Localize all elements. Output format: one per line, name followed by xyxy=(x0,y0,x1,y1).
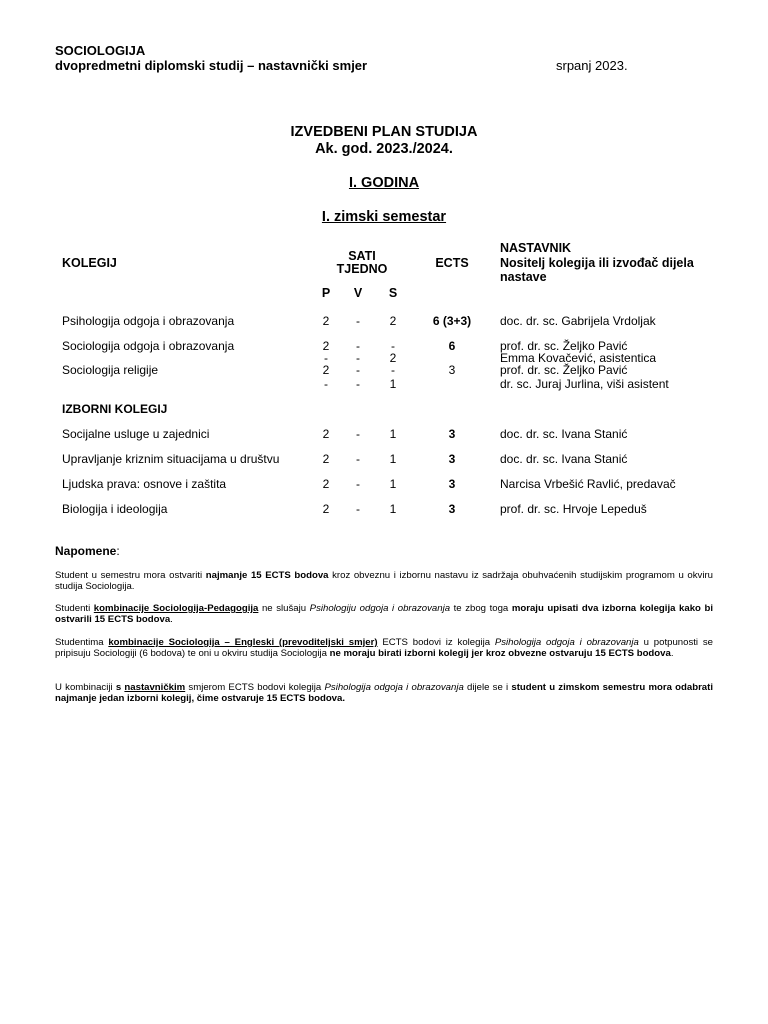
notes-heading: Napomene: xyxy=(55,544,120,558)
col-nositelj: Nositelj kolegija ili izvođač dijela xyxy=(500,256,694,270)
program-name: SOCIOLOGIJA xyxy=(55,43,146,58)
course-s: - xyxy=(391,363,395,377)
col-s: S xyxy=(388,286,398,300)
course-ects: 3 xyxy=(448,363,456,377)
elective-v: - xyxy=(356,427,360,441)
elective-v: - xyxy=(356,502,360,516)
elective-p: 2 xyxy=(322,477,330,491)
elective-p: 2 xyxy=(322,427,330,441)
course-v: - xyxy=(356,363,360,377)
col-p: P xyxy=(321,286,331,300)
note-2: Studenti kombinacije Sociologija-Pedagogija ne slušaju Psihologiju odgoja i obrazovanja te zbog toga moraju upisati dva izborna kolegija kako bi ostvarili 15 ECTS bodova. xyxy=(55,603,714,625)
course-v: - xyxy=(356,377,360,391)
elective-v: - xyxy=(356,452,360,466)
elective-ects: 3 xyxy=(448,477,456,491)
elective-s: 1 xyxy=(389,477,397,491)
elective-name: Socijalne usluge u zajednici xyxy=(62,427,210,441)
academic-year: Ak. god. 2023./2024. xyxy=(315,141,453,157)
course-p: 2 xyxy=(322,363,330,377)
elective-heading: IZBORNI KOLEGIJ xyxy=(62,402,168,416)
note-1: Student u semestru mora ostvariti najmanje 15 ECTS bodova kroz obveznu i izbornu nastavu iz sadržaja obuhvaćenih studijskim programom u okviru studija Sociologija. xyxy=(55,570,713,592)
course-teacher: Emma Kovačević, asistentica xyxy=(500,351,657,365)
col-kolegij: KOLEGIJ xyxy=(62,256,117,270)
col-v: V xyxy=(353,286,363,300)
col-nastave: nastave xyxy=(500,270,547,284)
elective-s: 1 xyxy=(389,427,397,441)
course-teacher: doc. dr. sc. Gabrijela Vrdoljak xyxy=(500,314,656,328)
course-ects: 6 (3+3) xyxy=(432,314,472,328)
elective-v: - xyxy=(356,477,360,491)
course-teacher: prof. dr. sc. Željko Pavić xyxy=(500,363,628,377)
course-p: 2 xyxy=(322,314,330,328)
elective-ects: 3 xyxy=(448,452,456,466)
course-p: - xyxy=(324,377,328,391)
elective-name: Biologija i ideologija xyxy=(62,502,168,516)
course-s: 2 xyxy=(389,351,397,365)
year-heading: I. GODINA xyxy=(348,175,420,191)
document-date: srpanj 2023. xyxy=(556,58,628,73)
plan-title: IZVEDBENI PLAN STUDIJA xyxy=(290,124,478,140)
elective-s: 1 xyxy=(389,452,397,466)
elective-teacher: prof. dr. sc. Hrvoje Lepeduš xyxy=(500,502,647,516)
elective-s: 1 xyxy=(389,502,397,516)
elective-ects: 3 xyxy=(448,502,456,516)
course-teacher: prof. dr. sc. Željko Pavić xyxy=(500,339,628,353)
col-nastavnik: NASTAVNIK xyxy=(500,241,572,255)
elective-ects: 3 xyxy=(448,427,456,441)
elective-name: Upravljanje kriznim situacijama u društvu xyxy=(62,452,280,466)
course-name: Sociologija religije xyxy=(62,363,159,377)
col-tjedno: TJEDNO xyxy=(336,262,388,276)
note-3: Studentima kombinacije Sociologija – Engleski (prevoditeljski smjer) ECTS bodovi iz kolegija Psihologija odgoja i obrazovanja u potpunosti se pripisuju Sociologiji (6 bodova) te oni u okviru studija Sociologija ne moraju birati izborni kolegij jer kroz obvezne ostvaruju 15 ECTS bodova. xyxy=(55,637,713,659)
course-v: - xyxy=(356,339,360,353)
elective-teacher: Narcisa Vrbešić Ravlić, predavač xyxy=(500,477,676,491)
course-s: 2 xyxy=(389,314,397,328)
course-teacher: dr. sc. Juraj Jurlina, viši asistent xyxy=(500,377,669,391)
elective-name: Ljudska prava: osnove i zaštita xyxy=(62,477,227,491)
course-p: 2 xyxy=(322,339,330,353)
course-name: Psihologija odgoja i obrazovanja xyxy=(62,314,235,328)
col-sati: SATI xyxy=(348,249,376,263)
course-s: - xyxy=(391,339,395,353)
course-name: Sociologija odgoja i obrazovanja xyxy=(62,339,235,353)
elective-p: 2 xyxy=(322,452,330,466)
course-ects: 6 xyxy=(448,339,456,353)
course-p: - xyxy=(324,351,328,365)
study-type: dvopredmetni diplomski studij – nastavnički smjer xyxy=(55,58,368,73)
elective-teacher: doc. dr. sc. Ivana Stanić xyxy=(500,427,628,441)
course-s: 1 xyxy=(389,377,397,391)
semester-heading: I. zimski semestar xyxy=(321,209,447,225)
col-ects: ECTS xyxy=(435,256,469,270)
elective-p: 2 xyxy=(322,502,330,516)
elective-teacher: doc. dr. sc. Ivana Stanić xyxy=(500,452,628,466)
course-v: - xyxy=(356,351,360,365)
course-v: - xyxy=(356,314,360,328)
note-4: U kombinaciji s nastavničkim smjerom ECTS bodovi kolegija Psihologija odgoja i obrazovanja dijele se i student u zimskom semestru mora odabrati najmanje jedan izborni kolegij, čime ostvaruje 15 ECTS bodova. xyxy=(55,682,714,704)
